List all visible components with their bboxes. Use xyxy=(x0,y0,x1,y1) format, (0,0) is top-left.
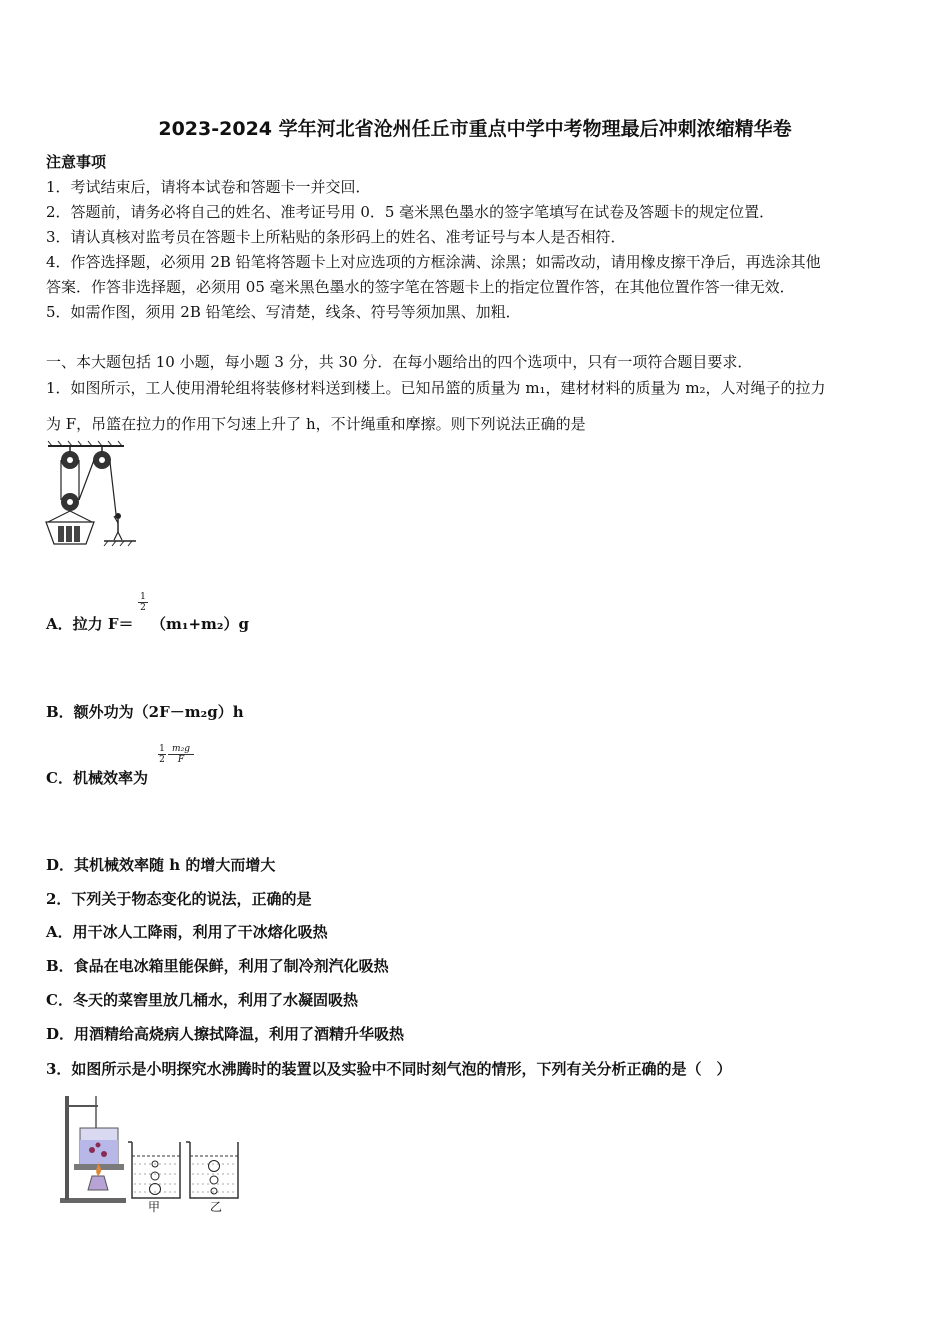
q1-option-c-fraction xyxy=(168,744,194,765)
notice-item: 答案．作答非选择题，必须用 05 毫米黑色墨水的签字笔在答题卡上的指定位置作答，在其他位置作答一律无效． xyxy=(46,278,795,296)
notice-heading: 注意事项 xyxy=(46,153,107,171)
pulley-figure xyxy=(44,440,140,550)
q2-option-b: B．食品在电冰箱里能保鲜，利用了制冷剂汽化吸热 xyxy=(46,957,389,975)
q2-option-d: D．用酒精给高烧病人擦拭降温，利用了酒精升华吸热 xyxy=(46,1025,405,1043)
section-heading: 一、本大题包括 10 小题，每小题 3 分，共 30 分．在每小题给出的四个选项中，只有一项符合题目要求． xyxy=(46,353,753,371)
notice-item: 5．如需作图，须用 2B 铅笔绘、写清楚，线条、符号等须加黑、加粗． xyxy=(46,303,521,321)
q3-stem: 3．如图所示是小明探究水沸腾时的装置以及实验中不同时刻气泡的情形，下列有关分析正确的是（ ） xyxy=(46,1060,732,1078)
fraction-numerator: 1 xyxy=(159,744,165,754)
fraction-denominator: 2 xyxy=(138,602,148,613)
q1-option-c-half xyxy=(158,744,166,765)
q1-option-d: D．其机械效率随 h 的增大而增大 xyxy=(46,856,276,874)
notice-item: 2．答题前，请务必将自己的姓名、准考证号用 0．5 毫米黑色墨水的签字笔填写在试卷及答题卡的规定位置． xyxy=(46,203,775,221)
fraction-numerator: 1 xyxy=(140,592,146,602)
figure-label-yi: 乙 xyxy=(210,1200,223,1214)
figure-label-jia: 甲 xyxy=(148,1200,161,1214)
boiling-apparatus-figure xyxy=(56,1090,251,1216)
q1-option-a: A．拉力 F＝ xyxy=(46,615,134,633)
q1-stem-line1: 1．如图所示，工人使用滑轮组将装修材料送到楼上。已知吊篮的质量为 m₁，建材材料的质量为 m₂，人对绳子的拉力 xyxy=(46,379,826,397)
fraction-denominator: F xyxy=(168,754,194,765)
page-title: 2023-2024 学年河北省沧州任丘市重点中学中考物理最后冲刺浓缩精华卷 xyxy=(158,118,792,140)
q2-option-c: C．冬天的菜窖里放几桶水，利用了水凝固吸热 xyxy=(46,991,358,1009)
notice-item: 1．考试结束后，请将本试卷和答题卡一并交回． xyxy=(46,178,371,196)
q1-option-a-formula: （m₁+m₂）g xyxy=(151,615,249,633)
notice-item: 4．作答选择题，必须用 2B 铅笔将答题卡上对应选项的方框涂满、涂黑；如需改动，请用橡皮擦干净后，再选涂其他 xyxy=(46,253,821,271)
fraction-numerator: m₂g xyxy=(172,744,190,754)
notice-item: 3．请认真核对监考员在答题卡上所粘贴的条形码上的姓名、准考证号与本人是否相符． xyxy=(46,228,626,246)
q1-option-c: C．机械效率为 xyxy=(46,769,148,787)
fraction-denominator: 2 xyxy=(159,755,165,765)
q2-stem: 2．下列关于物态变化的说法，正确的是 xyxy=(46,890,312,908)
q1-option-a-fraction xyxy=(138,592,148,613)
q1-stem-line2: 为 F，吊篮在拉力的作用下匀速上升了 h，不计绳重和摩擦。则下列说法正确的是 xyxy=(46,415,586,433)
q1-option-b: B．额外功为（2F－m₂g）h xyxy=(46,703,244,721)
q2-option-a: A．用干冰人工降雨，利用了干冰熔化吸热 xyxy=(46,923,328,941)
